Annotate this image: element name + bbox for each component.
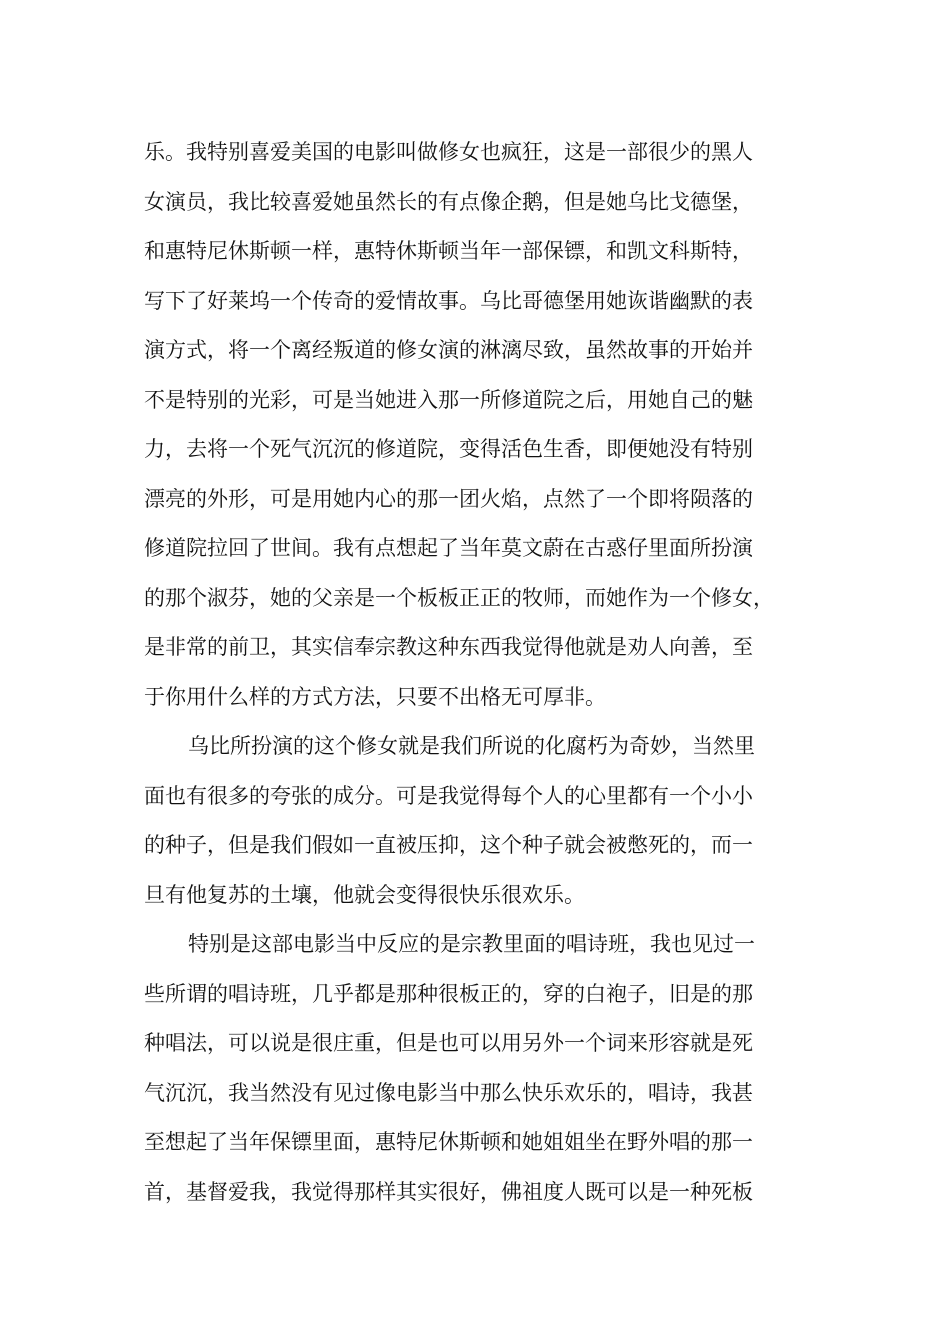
text-line: 女演员，我比较喜爱她虽然长的有点像企鹅，但是她乌比戈德堡， bbox=[144, 189, 753, 214]
text-line: 不是特别的光彩，可是当她进入那一所修道院之后，用她自己的魅 bbox=[144, 387, 753, 412]
text-line: 面也有很多的夸张的成分。可是我觉得每个人的心里都有一个小小 bbox=[144, 783, 753, 808]
text-line: 至想起了当年保镖里面，惠特尼休斯顿和她姐姐坐在野外唱的那一 bbox=[144, 1130, 753, 1154]
text-line: 是非常的前卫，其实信奉宗教这种东西我觉得他就是劝人向善，至 bbox=[144, 635, 753, 659]
document-body bbox=[144, 128, 814, 1217]
text-line: 旦有他复苏的土壤，他就会变得很快乐很欢乐。 bbox=[144, 882, 585, 907]
text-line: 乐。我特别喜爱美国的电影叫做修女也疯狂，这是一部很少的黑人 bbox=[144, 140, 753, 164]
text-line: 力，去将一个死气沉沉的修道院，变得活色生香，即便她没有特别 bbox=[144, 437, 753, 461]
paragraph-1 bbox=[144, 128, 814, 722]
text-line: 的那个淑芬，她的父亲是一个板板正正的牧师，而她作为一个修女， bbox=[144, 585, 774, 610]
text-line: 种唱法，可以说是很庄重，但是也可以用另外一个词来形容就是死 bbox=[144, 1031, 753, 1055]
text-line: 演方式，将一个离经叛道的修女演的淋漓尽致，虽然故事的开始并 bbox=[144, 338, 753, 362]
paragraph-2 bbox=[144, 722, 814, 920]
text-line: 写下了好莱坞一个传奇的爱情故事。乌比哥德堡用她诙谐幽默的表 bbox=[144, 288, 753, 313]
text-line: 特别是这部电影当中反应的是宗教里面的唱诗班，我也见过一 bbox=[188, 932, 755, 956]
text-line: 于你用什么样的方式方法，只要不出格无可厚非。 bbox=[144, 684, 606, 709]
text-line: 气沉沉，我当然没有见过像电影当中那么快乐欢乐的，唱诗，我甚 bbox=[144, 1080, 753, 1105]
text-line: 首，基督爱我，我觉得那样其实很好，佛祖度人既可以是一种死板 bbox=[144, 1179, 753, 1204]
text-line: 修道院拉回了世间。我有点想起了当年莫文蔚在古惑仔里面所扮演 bbox=[144, 536, 753, 560]
text-line: 些所谓的唱诗班，几乎都是那种很板正的，穿的白袍子，旧是的那 bbox=[144, 981, 753, 1006]
paragraph-3 bbox=[144, 920, 814, 1217]
text-line: 和惠特尼休斯顿一样，惠特休斯顿当年一部保镖，和凯文科斯特， bbox=[144, 239, 753, 263]
text-line: 的种子，但是我们假如一直被压抑，这个种子就会被憋死的，而一 bbox=[144, 833, 753, 857]
text-line: 乌比所扮演的这个修女就是我们所说的化腐朽为奇妙，当然里 bbox=[188, 734, 755, 758]
text-line: 漂亮的外形，可是用她内心的那一团火焰，点然了一个即将陨落的 bbox=[144, 486, 753, 511]
